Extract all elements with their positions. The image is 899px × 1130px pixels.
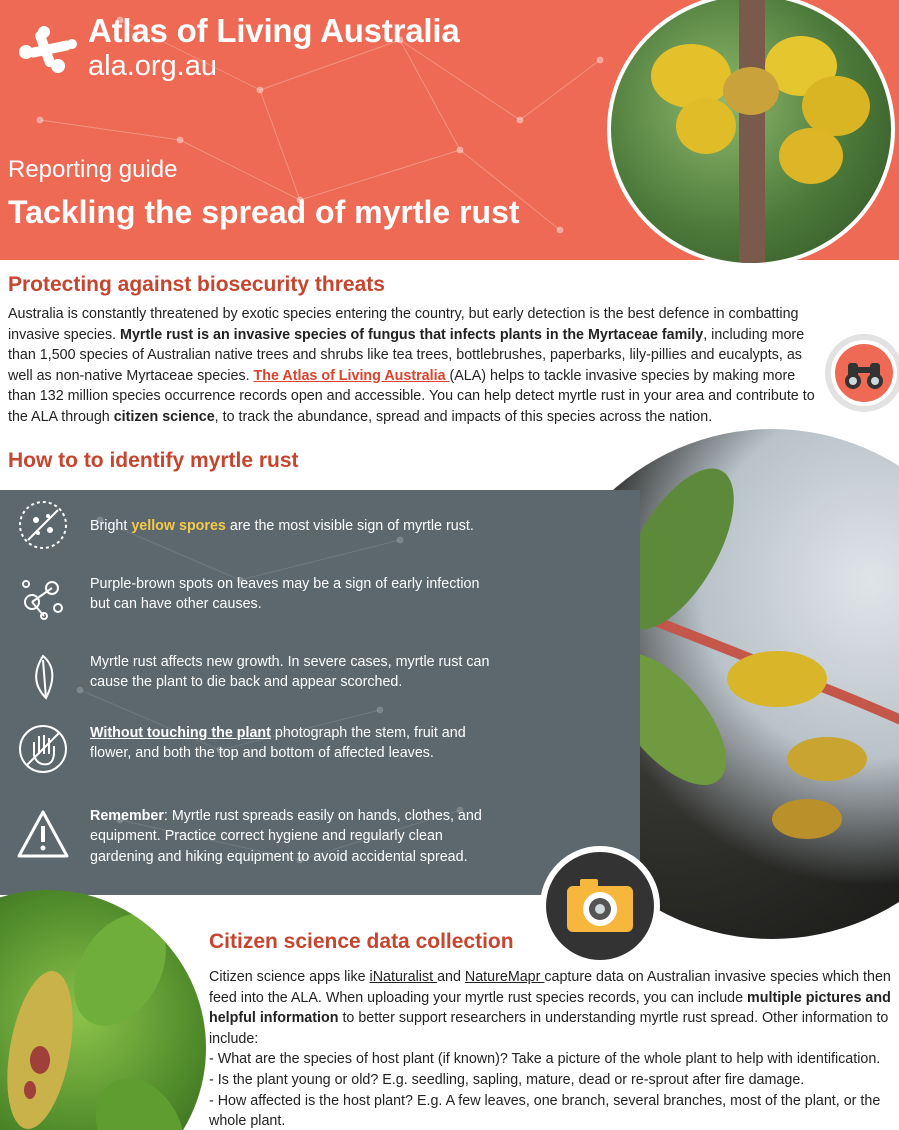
binoculars-icon (820, 329, 899, 417)
ala-link[interactable]: The Atlas of Living Australia (253, 367, 450, 384)
citizen-science-bold: citizen science (113, 408, 215, 425)
intro-text-after-link: (ALA) helps to tackle invasive species by making more than 132 million species occurrence records open and accessible. You can help detect myrtle rust in your area and contribute to the ALA through (8, 367, 815, 425)
tip-text-pre: Bright (90, 518, 132, 534)
photo-illustration (611, 0, 895, 267)
brand-url[interactable]: ala.org.au (88, 50, 217, 82)
tip-photograph (0, 718, 640, 788)
remember-bold: Remember (90, 808, 164, 824)
tip-text-post: are the most visible sign of myrtle rust. (225, 518, 474, 534)
section-title-identify: How to to identify myrtle rust (8, 449, 299, 472)
ala-logo-icon (14, 14, 84, 78)
tip-yellow-spores (0, 496, 640, 566)
tip-text-post: photograph the stem, fruit and flower, and both the top and bottom of affected leaves. (90, 725, 466, 762)
camera-icon (540, 846, 660, 966)
spots-icon (16, 572, 70, 626)
infected-leaves-photo (0, 890, 206, 1130)
document-kicker: Reporting guide (8, 156, 178, 183)
tip-remember (0, 802, 640, 872)
tip-text-post: : Myrtle rust spreads easily on hands, clothes, and equipment. Practice correct hygiene and regularly clean gardening and hiking equipment to avoid accidental spread. (90, 808, 482, 865)
without-touching-emphasis: Without touching the plant (90, 725, 271, 741)
brand-name: Atlas of Living Australia (88, 12, 460, 49)
cs-text-d: to better support researchers in understanding myrtle rust spread. Other information to include: (209, 1010, 889, 1047)
page-title: Tackling the spread of myrtle rust (8, 194, 520, 230)
intro-text-end: , to track the abundance, spread and impacts of this species across the nation. (214, 408, 713, 425)
list-item: - Is the plant young or old? E.g. seedling, sapling, mature, dead or re-sprout after fire damage. (209, 1071, 805, 1088)
tip-text: Myrtle rust affects new growth. In severe cases, myrtle rust can cause the plant to die back and appear scorched. (90, 654, 490, 691)
tip-text (90, 806, 490, 867)
tip-text: Purple-brown spots on leaves may be a sign of early infection but can have other causes. (90, 576, 480, 613)
yellow-spores-highlight: yellow spores (131, 518, 226, 534)
cs-text-b: and (437, 969, 465, 985)
tip-text (90, 516, 490, 536)
tip-new-growth (0, 646, 640, 716)
camera-badge (540, 846, 660, 966)
no-touch-hand-icon (16, 722, 70, 776)
citizen-science-body (209, 967, 897, 1130)
warning-icon (16, 808, 70, 862)
cs-text-c: capture data on Australian invasive species which then feed into the ALA. When uploading your myrtle rust species records, you can include (209, 969, 891, 1006)
list-item: - What are the species of host plant (if known)? Take a picture of the whole plant to help with identification. (209, 1051, 881, 1068)
myrtle-rust-stem-photo (607, 0, 895, 267)
intro-text-mid: , including more than 1,500 species of Australian native trees and shrubs like tea trees, bottlebrushes, paperbarks, lily-pillies and eucalypts, as well as non-native Myrtaceae species. (8, 326, 805, 384)
intro-paragraph (8, 304, 820, 428)
leaf-icon (16, 650, 70, 704)
cs-bold: multiple pictures and helpful information (209, 989, 891, 1027)
naturemapr-link[interactable]: NatureMapr (464, 969, 545, 985)
identify-panel (0, 490, 640, 895)
intro-text: Australia is constantly threatened by exotic species entering the country, but early detection is the best defence in combatting invasive species. (8, 306, 799, 343)
list-item: - How affected is the host plant? E.g. A few leaves, one branch, several branches, most of the plant, or the whole plant. (209, 1092, 881, 1130)
section-title-citizen-science: Citizen science data collection (209, 930, 514, 953)
inaturalist-link[interactable]: iNaturalist (369, 969, 438, 985)
tip-purple-spots (0, 568, 640, 638)
tip-text (90, 723, 490, 764)
spores-icon (16, 498, 70, 552)
cs-text-a: Citizen science apps like (209, 969, 370, 985)
section-title-biosecurity: Protecting against biosecurity threats (8, 273, 385, 296)
intro-bold-text: Myrtle rust is an invasive species of fungus that infects plants in the Myrtaceae family (120, 326, 704, 343)
photo-illustration (0, 890, 206, 1130)
